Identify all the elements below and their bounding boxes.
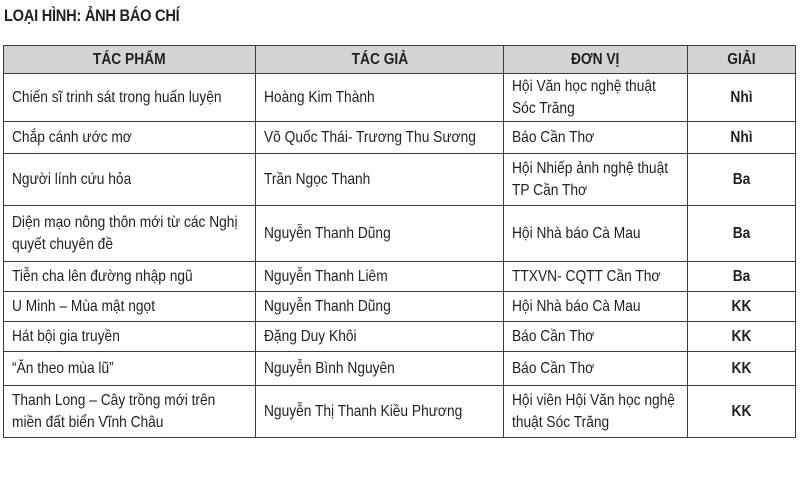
work-cell: Người lính cứu hỏa: [4, 154, 256, 206]
work-cell: Tiễn cha lên đường nhập ngũ: [4, 262, 256, 292]
unit-cell: TTXVN- CQTT Cần Thơ: [504, 262, 688, 292]
table-row: [4, 206, 796, 262]
author-cell: Nguyễn Thanh Dũng: [256, 292, 504, 322]
work-cell: “Ăn theo mùa lũ”: [4, 352, 256, 386]
author-cell: Nguyễn Thanh Liêm: [256, 262, 504, 292]
award-cell: Ba: [688, 262, 796, 292]
table-row: [4, 292, 796, 322]
table-row: [4, 122, 796, 154]
awards-table: [3, 45, 796, 438]
table-row: [4, 262, 796, 292]
work-cell: Thanh Long – Cây trồng mới trên miền đất biển Vĩnh Châu: [4, 386, 256, 438]
unit-cell: Báo Cần Thơ: [504, 122, 688, 154]
award-cell: Ba: [688, 206, 796, 262]
work-cell: U Minh – Mùa mật ngọt: [4, 292, 256, 322]
award-cell: Nhì: [688, 74, 796, 122]
unit-cell: Hội Nhiếp ảnh nghệ thuật TP Cần Thơ: [504, 154, 688, 206]
award-cell: KK: [688, 322, 796, 352]
header-unit: ĐƠN VỊ: [504, 46, 688, 74]
header-award: GIẢI: [688, 46, 796, 74]
table-row: [4, 386, 796, 438]
author-cell: Nguyễn Bình Nguyên: [256, 352, 504, 386]
award-cell: KK: [688, 352, 796, 386]
author-cell: Hoàng Kim Thành: [256, 74, 504, 122]
unit-cell: Báo Cần Thơ: [504, 322, 688, 352]
unit-cell: Hội Nhà báo Cà Mau: [504, 206, 688, 262]
author-cell: Đặng Duy Khôi: [256, 322, 504, 352]
author-cell: Nguyễn Thanh Dũng: [256, 206, 504, 262]
author-cell: Trần Ngọc Thanh: [256, 154, 504, 206]
award-cell: KK: [688, 292, 796, 322]
award-cell: Ba: [688, 154, 796, 206]
page-title: LOẠI HÌNH: ẢNH BÁO CHÍ: [4, 6, 180, 25]
header-work: TÁC PHẨM: [4, 46, 256, 74]
header-author: TÁC GIẢ: [256, 46, 504, 74]
unit-cell: Hội Nhà báo Cà Mau: [504, 292, 688, 322]
unit-cell: Hội Văn học nghệ thuật Sóc Trăng: [504, 74, 688, 122]
award-cell: KK: [688, 386, 796, 438]
award-cell: Nhì: [688, 122, 796, 154]
work-cell: Hát bội gia truyền: [4, 322, 256, 352]
unit-cell: Hội viên Hội Văn học nghệ thuật Sóc Trăng: [504, 386, 688, 438]
unit-cell: Báo Cần Thơ: [504, 352, 688, 386]
table-row: [4, 352, 796, 386]
table-row: [4, 154, 796, 206]
table-header-row: [4, 46, 796, 74]
author-cell: Võ Quốc Thái- Trương Thu Sương: [256, 122, 504, 154]
table-row: [4, 322, 796, 352]
work-cell: Chiến sĩ trinh sát trong huấn luyện: [4, 74, 256, 122]
table-row: [4, 74, 796, 122]
work-cell: Chắp cánh ước mơ: [4, 122, 256, 154]
work-cell: Diện mạo nông thôn mới từ các Nghị quyết chuyên đề: [4, 206, 256, 262]
author-cell: Nguyễn Thị Thanh Kiều Phương: [256, 386, 504, 438]
